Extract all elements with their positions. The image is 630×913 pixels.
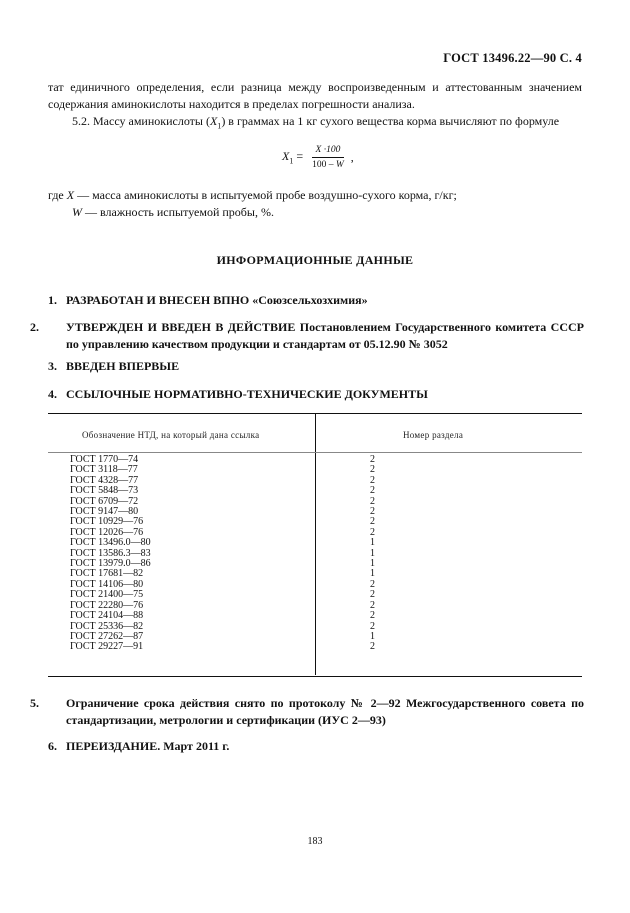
document-header: ГОСТ 13496.22—90 С. 4 <box>443 51 582 65</box>
paragraph-5-2-text: 5.2. Массу аминокислоты $(X_1)$ в граммах на 1 кг сухого вещества корма вычисляют по формуле <box>72 114 560 131</box>
info-item-6-number: 6. <box>48 739 57 753</box>
math-variable: $X_1$ <box>282 149 294 166</box>
table-row-section: 2 <box>370 464 375 476</box>
page-number: 183 <box>307 836 323 847</box>
math-variable: $X_1$ <box>209 114 222 131</box>
table-row-section: 2 <box>370 610 375 622</box>
info-item-5 <box>30 695 584 729</box>
table-row-document: ГОСТ 13979.0—86 <box>70 558 151 570</box>
info-item-2-text: Постановлением Государственного комитета СССР по управлению качеством продукции и стандартам от 05.12.90 № 3052 <box>66 320 584 351</box>
table-row-document: ГОСТ 12026—76 <box>70 526 144 538</box>
info-item-2 <box>30 319 584 353</box>
table-row-document: ГОСТ 22280—76 <box>70 599 144 611</box>
table-row-section: 2 <box>370 516 375 528</box>
table-row-document: ГОСТ 24104—88 <box>70 610 144 622</box>
definition-x: где X — масса аминокислоты в испытуемой пробе воздушно-сухого корма, г/кг; <box>48 188 457 202</box>
table-row-section: 2 <box>370 578 375 590</box>
table-row-document: ГОСТ 13496.0—80 <box>70 537 151 549</box>
table-row-section: 2 <box>370 620 375 632</box>
table-row-section: 1 <box>370 547 375 559</box>
info-item-1 <box>48 292 584 309</box>
table-header-document: Обозначение НТД, на который дана ссылка <box>82 430 260 440</box>
math-variable: W <box>335 160 344 170</box>
table-row-section: 2 <box>370 526 375 538</box>
formula <box>282 145 354 170</box>
table-row-document: ГОСТ 4328—77 <box>70 474 139 486</box>
table-row-document: ГОСТ 17681—82 <box>70 568 144 580</box>
table-row-document: ГОСТ 14106—80 <box>70 578 144 590</box>
section-title: ИНФОРМАЦИОННЫЕ ДАННЫЕ <box>216 253 414 267</box>
info-item-6 <box>48 738 584 755</box>
math-variable: X <box>66 188 75 202</box>
table-row-section: 1 <box>370 558 375 570</box>
table-row-section: 2 <box>370 506 375 518</box>
formula-numerator: X ·100 <box>312 145 345 158</box>
info-item-1-text: РАЗРАБОТАН И ВНЕСЕН ВПНО «Союзсельхозхимия» <box>66 293 368 307</box>
info-item-2-bold: УТВЕРЖДЕН И ВВЕДЕН В ДЕЙСТВИЕ <box>66 320 296 334</box>
info-item-3-number: 3. <box>48 359 57 373</box>
math-variable: W <box>72 205 82 219</box>
definition-w: W — влажность испытуемой пробы, %. <box>72 205 274 219</box>
table-row-section: 2 <box>370 641 375 653</box>
table-row-section: 2 <box>370 495 375 507</box>
table-column-sections <box>370 455 375 653</box>
info-item-6-text: ПЕРЕИЗДАНИЕ. Март 2011 г. <box>66 739 230 753</box>
table-row-document: ГОСТ 25336—82 <box>70 620 144 632</box>
table-row-section: 1 <box>370 630 375 642</box>
info-item-5-text: Ограничение срока действия снято по протоколу № 2—92 Межгосударственного совета по стандартизации, метрологии и сертификации (ИУС 2—93) <box>66 696 584 727</box>
table-row-section: 2 <box>370 589 375 601</box>
table-row-document: ГОСТ 29227—91 <box>70 641 144 653</box>
paragraph-result: тат единичного определения, если разница между воспроизведенным и аттестованным значением содержания аминокислоты находится в пределах погрешности анализа. <box>48 80 582 111</box>
table-row-section: 2 <box>370 474 375 486</box>
formula-lhs: $X_1$ = <box>282 149 304 166</box>
table-row-document: ГОСТ 1770—74 <box>70 454 139 465</box>
info-item-1-number: 1. <box>48 293 57 307</box>
table-row-document: ГОСТ 10929—76 <box>70 516 144 528</box>
table-row-section: 2 <box>370 454 375 465</box>
table-header-section: Номер раздела <box>403 430 464 440</box>
table-row-document: ГОСТ 27262—87 <box>70 630 144 642</box>
info-item-3-text: ВВЕДЕН ВПЕРВЫЕ <box>66 359 180 373</box>
info-item-4-number: 4. <box>48 387 57 401</box>
table-column-documents <box>70 455 151 653</box>
table-row-section: 1 <box>370 568 375 580</box>
table-row-document: ГОСТ 13586.3—83 <box>70 547 151 559</box>
info-item-4 <box>48 386 584 403</box>
formula-tail: , <box>350 150 354 164</box>
info-item-5-number: 5. <box>30 696 39 710</box>
formula-denominator: 100 – W <box>312 160 344 170</box>
table-row-document: ГОСТ 6709—72 <box>70 495 139 507</box>
table-row-section: 2 <box>370 485 375 497</box>
info-item-3 <box>48 358 584 375</box>
table-row-document: ГОСТ 3118—77 <box>70 464 138 476</box>
table-header-divider <box>48 452 582 453</box>
table-row-document: ГОСТ 5848—73 <box>70 485 139 497</box>
paragraph-5-2 <box>48 113 582 134</box>
table-row-document: ГОСТ 9147—80 <box>70 506 139 518</box>
info-item-4-text: ССЫЛОЧНЫЕ НОРМАТИВНО-ТЕХНИЧЕСКИЕ ДОКУМЕНТЫ <box>66 387 428 401</box>
table-row-document: ГОСТ 21400—75 <box>70 589 144 601</box>
formula-fraction <box>308 145 348 170</box>
table-row-section: 2 <box>370 599 375 611</box>
table-row-section: 1 <box>370 537 375 549</box>
info-item-2-number: 2. <box>30 320 39 334</box>
